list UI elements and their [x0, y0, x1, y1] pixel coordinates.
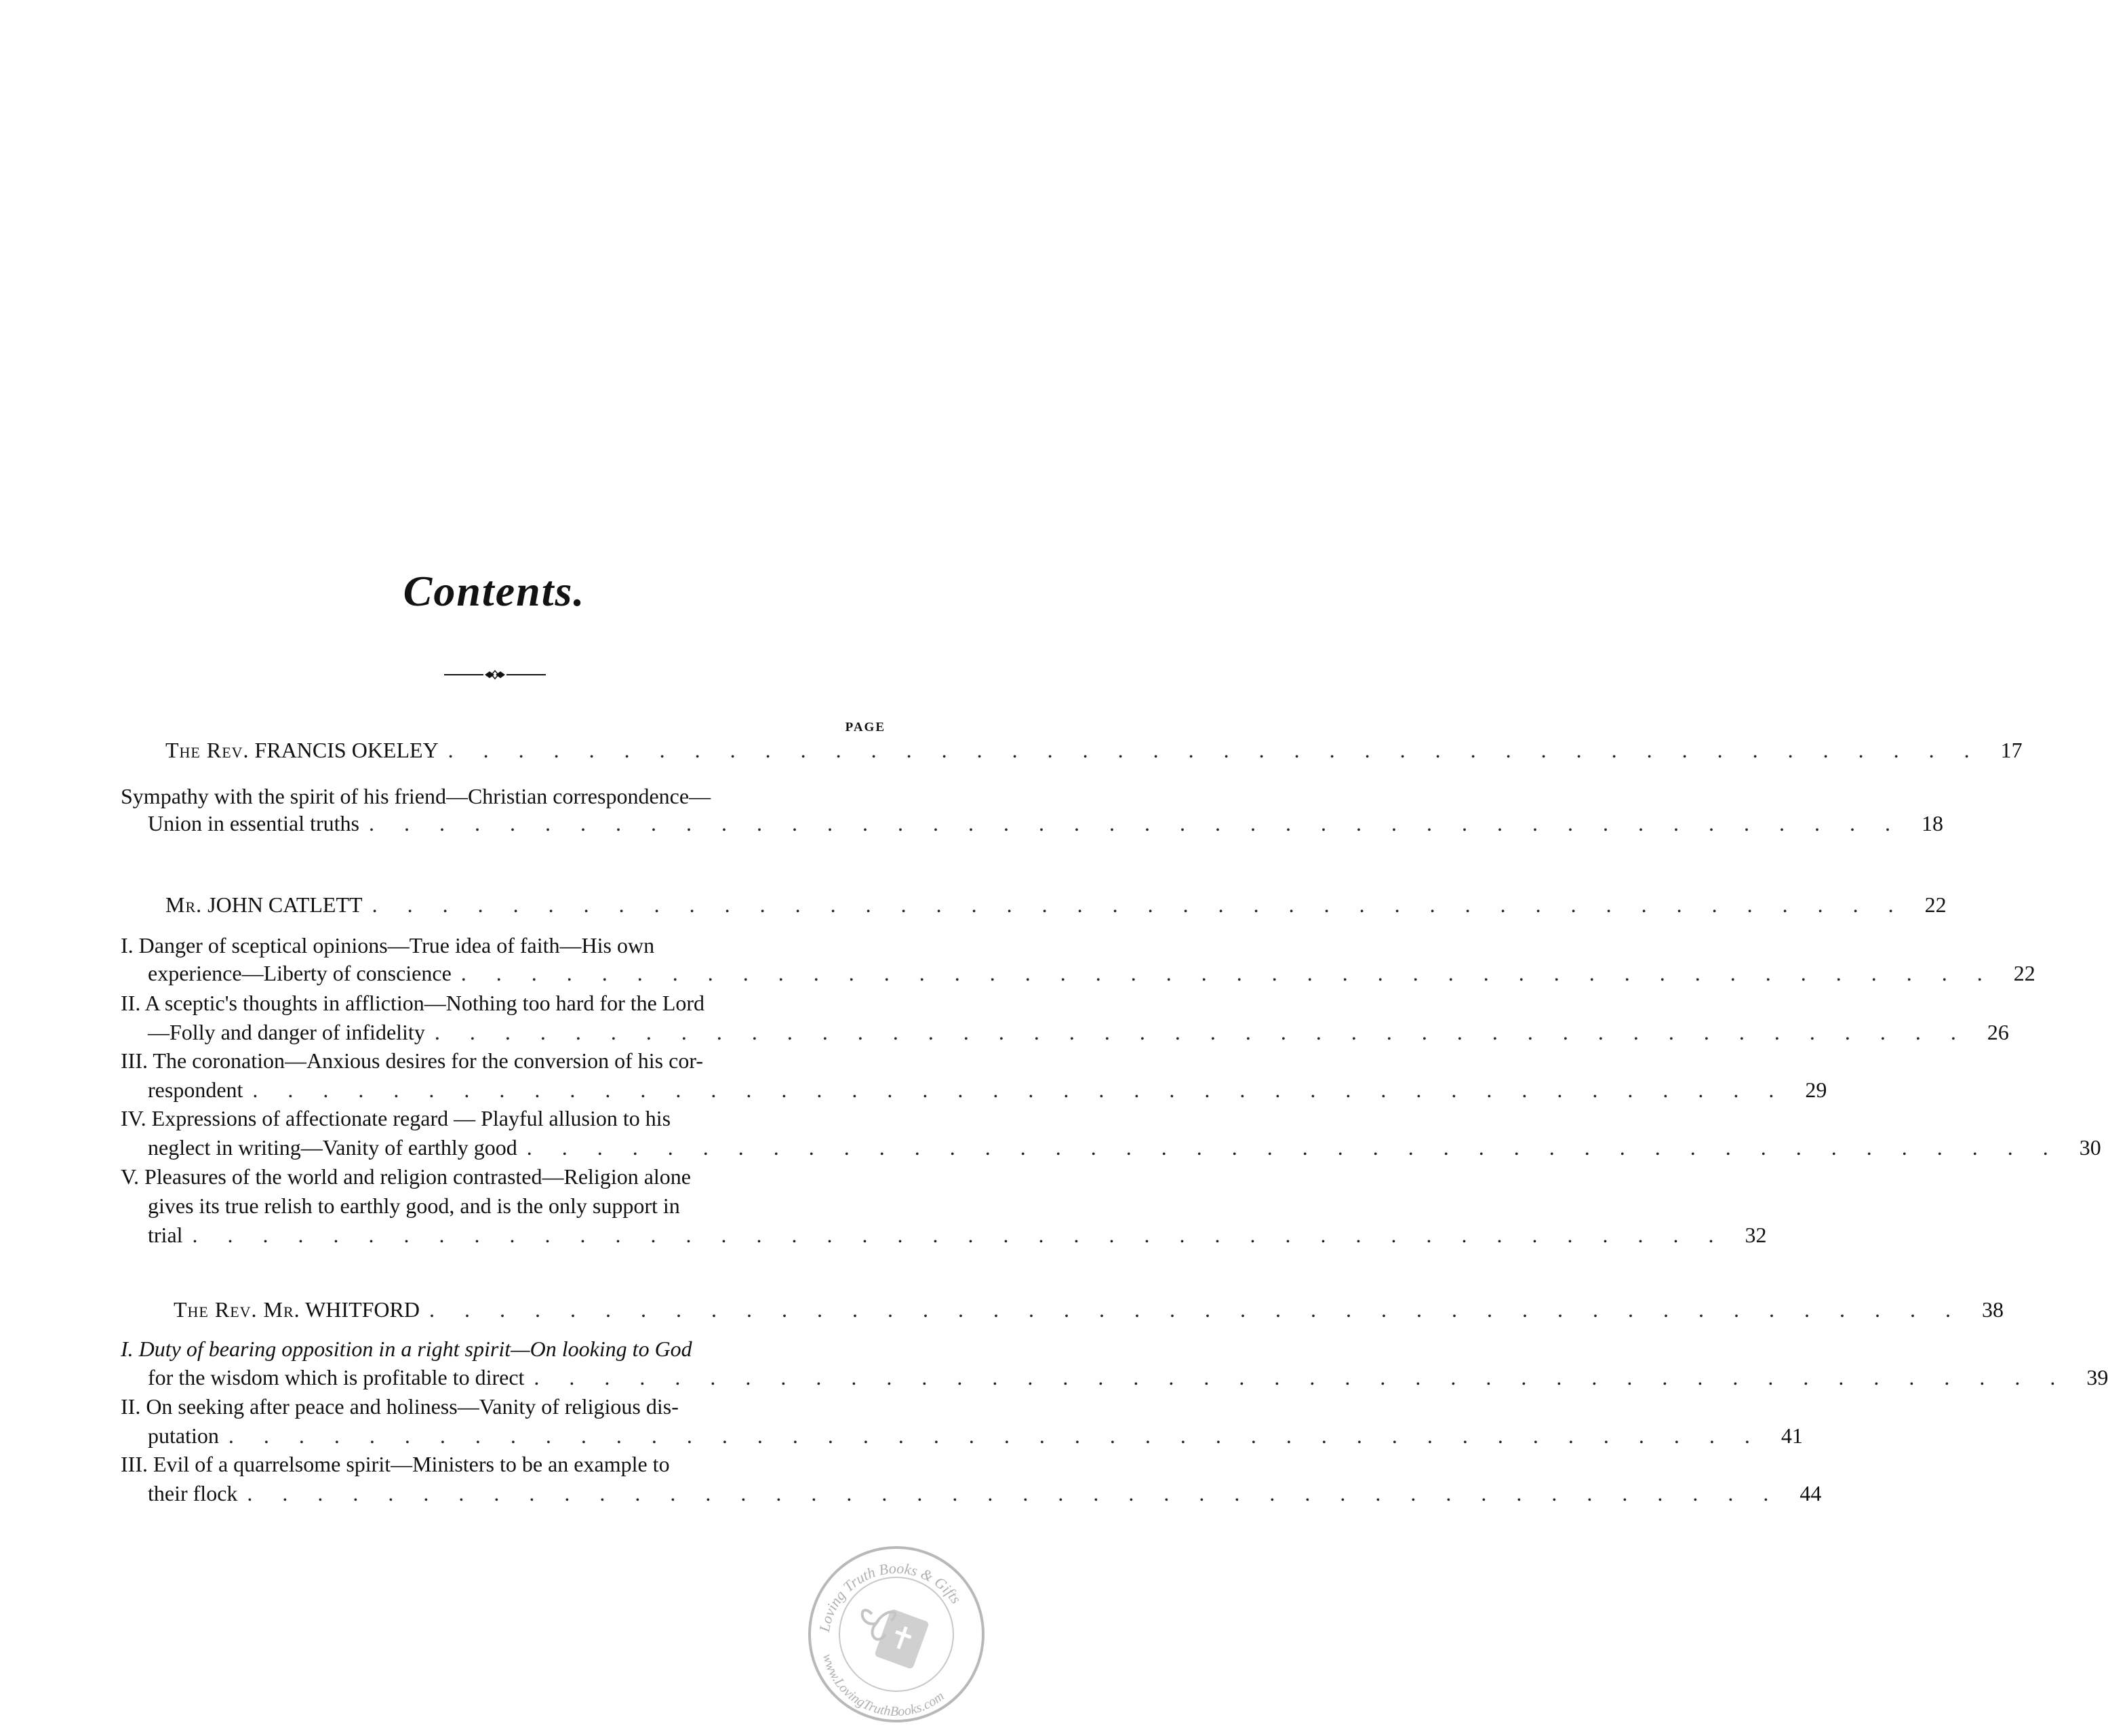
page-column-header: PAGE	[845, 720, 886, 734]
page-number: 30	[2079, 1135, 2101, 1160]
leader-dots: . . . . . . . . . . . . . . . . . . . . . . . . . . . . . . . . . . . . . . . . . . . .	[252, 1078, 1787, 1102]
page-number: 39	[2086, 1365, 2108, 1389]
toc-entry-line: I. Duty of bearing opposition in a right spirit—On looking to God	[121, 1337, 692, 1361]
toc-entry-catlett-1[interactable]: experience—Liberty of conscience . . . . . . . . . . . . . . . . . . . . . . . . . . . . . . . . . . . . . . . . . . . . 22	[148, 958, 886, 988]
leader-dots: . . . . . . . . . . . . . . . . . . . . . . . . . . . . . . . . . . . . . . . . . . . .	[372, 892, 1906, 917]
leader-dots: . . . . . . . . . . . . . . . . . . . . . . . . . . . . . . . . . . . . . . . . . . . .	[368, 811, 1903, 835]
toc-entry-line: III. Evil of a quarrelsome spirit—Ministers to be an example to	[121, 1452, 670, 1476]
stamp-ring-text-bottom: www.LovingTruthBooks.com	[819, 1652, 947, 1720]
leader-dots: . . . . . . . . . . . . . . . . . . . . . . . . . . . . . . . . . . . . . . . . . . . .	[526, 1135, 2061, 1160]
toc-entry-catlett-3[interactable]: respondent . . . . . . . . . . . . . . . . . . . . . . . . . . . . . . . . . . . . . . . . . . . . 29	[148, 1075, 886, 1105]
bible-ribbon-icon	[862, 1609, 930, 1670]
leader-dots: . . . . . . . . . . . . . . . . . . . . . . . . . . . . . . . . . . . . . . . . . . . .	[434, 1020, 1968, 1044]
leader-dots: . . . . . . . . . . . . . . . . . . . . . . . . . . . . . . . . . . . . . . . . . . . .	[429, 1297, 1963, 1322]
page-number: 38	[1981, 1297, 2004, 1322]
toc-entry-line: I. Danger of sceptical opinions—True idea of faith—His own	[121, 933, 655, 958]
page-number: 26	[1987, 1020, 2009, 1044]
toc-heading-okeley[interactable]: The Rev. FRANCIS OKELEY . . . . . . . . . . . . . . . . . . . . . . . . . . . . . . . . . . . . . . . . . . . . 17	[165, 735, 886, 765]
toc-heading-catlett[interactable]: Mr. JOHN CATLETT . . . . . . . . . . . . . . . . . . . . . . . . . . . . . . . . . . . . . . . . . . . . 22	[165, 890, 886, 920]
toc-entry-whitford-1[interactable]: for the wisdom which is profitable to direct . . . . . . . . . . . . . . . . . . . . . . . . . . . . . . . . . . . . . . . . . . . . 39	[148, 1362, 886, 1392]
leader-dots: . . . . . . . . . . . . . . . . . . . . . . . . . . . . . . . . . . . . . . . . . . . .	[228, 1423, 1762, 1448]
toc-entry-line: V. Pleasures of the world and religion contrasted—Religion alone	[121, 1164, 691, 1189]
page-number: 22	[1924, 892, 1947, 917]
leader-dots: . . . . . . . . . . . . . . . . . . . . . . . . . . . . . . . . . . . . . . . . . . . .	[192, 1223, 1726, 1247]
toc-entry-okeley-1[interactable]: Union in essential truths . . . . . . . . . . . . . . . . . . . . . . . . . . . . . . . . . . . . . . . . . . . . 18	[148, 808, 886, 838]
toc-entry-line: III. The coronation—Anxious desires for the conversion of his cor-	[121, 1048, 703, 1073]
page-number: 44	[1799, 1481, 1822, 1505]
toc-entry-whitford-2[interactable]: putation . . . . . . . . . . . . . . . . . . . . . . . . . . . . . . . . . . . . . . . . . . . . 41	[148, 1421, 886, 1451]
toc-entry-line: Sympathy with the spirit of his friend—Christian correspondence—	[121, 784, 711, 808]
ornament-divider	[444, 667, 546, 683]
page-number: 22	[2013, 961, 2035, 985]
stamp-ring-text-top: Loving Truth Books & Gifts	[815, 1559, 965, 1634]
toc-entry-line: gives its true relish to earthly good, and is the only support in	[148, 1194, 680, 1218]
toc-entry-line: II. A sceptic's thoughts in affliction—Nothing too hard for the Lord	[121, 991, 705, 1015]
leader-dots: . . . . . . . . . . . . . . . . . . . . . . . . . . . . . . . . . . . . . . . . . . . .	[448, 738, 1982, 762]
leader-dots: . . . . . . . . . . . . . . . . . . . . . . . . . . . . . . . . . . . . . . . . . . . .	[247, 1481, 1781, 1505]
page-number: 18	[1921, 811, 1943, 835]
toc-heading-whitford[interactable]: The Rev. Mr. WHITFORD . . . . . . . . . . . . . . . . . . . . . . . . . . . . . . . . . . . . . . . . . . . . 38	[174, 1295, 886, 1324]
publisher-stamp	[801, 1539, 989, 1727]
toc-entry-catlett-4[interactable]: neglect in writing—Vanity of earthly good . . . . . . . . . . . . . . . . . . . . . . . . . . . . . . . . . . . . . . . . . . . . 30	[148, 1132, 886, 1162]
toc-entry-catlett-2[interactable]: —Folly and danger of infidelity . . . . . . . . . . . . . . . . . . . . . . . . . . . . . . . . . . . . . . . . . . . . 26	[148, 1017, 886, 1047]
toc-entry-catlett-5[interactable]: trial . . . . . . . . . . . . . . . . . . . . . . . . . . . . . . . . . . . . . . . . . . . . 32	[148, 1220, 886, 1250]
leader-dots: . . . . . . . . . . . . . . . . . . . . . . . . . . . . . . . . . . . . . . . . . . . .	[534, 1365, 2068, 1389]
leader-dots: . . . . . . . . . . . . . . . . . . . . . . . . . . . . . . . . . . . . . . . . . . . .	[460, 961, 1995, 985]
page-number: 17	[2000, 738, 2023, 762]
page-number: 41	[1781, 1423, 1803, 1448]
toc-entry-line: IV. Expressions of affectionate regard — Playful allusion to his	[121, 1106, 671, 1130]
page-number: 29	[1805, 1078, 1827, 1102]
page-number: 32	[1745, 1223, 1767, 1247]
toc-entry-line: II. On seeking after peace and holiness—Vanity of religious dis-	[121, 1394, 679, 1419]
page-title: Contents.	[403, 567, 586, 615]
toc-entry-whitford-3[interactable]: their flock . . . . . . . . . . . . . . . . . . . . . . . . . . . . . . . . . . . . . . . . . . . . 44	[148, 1478, 886, 1508]
